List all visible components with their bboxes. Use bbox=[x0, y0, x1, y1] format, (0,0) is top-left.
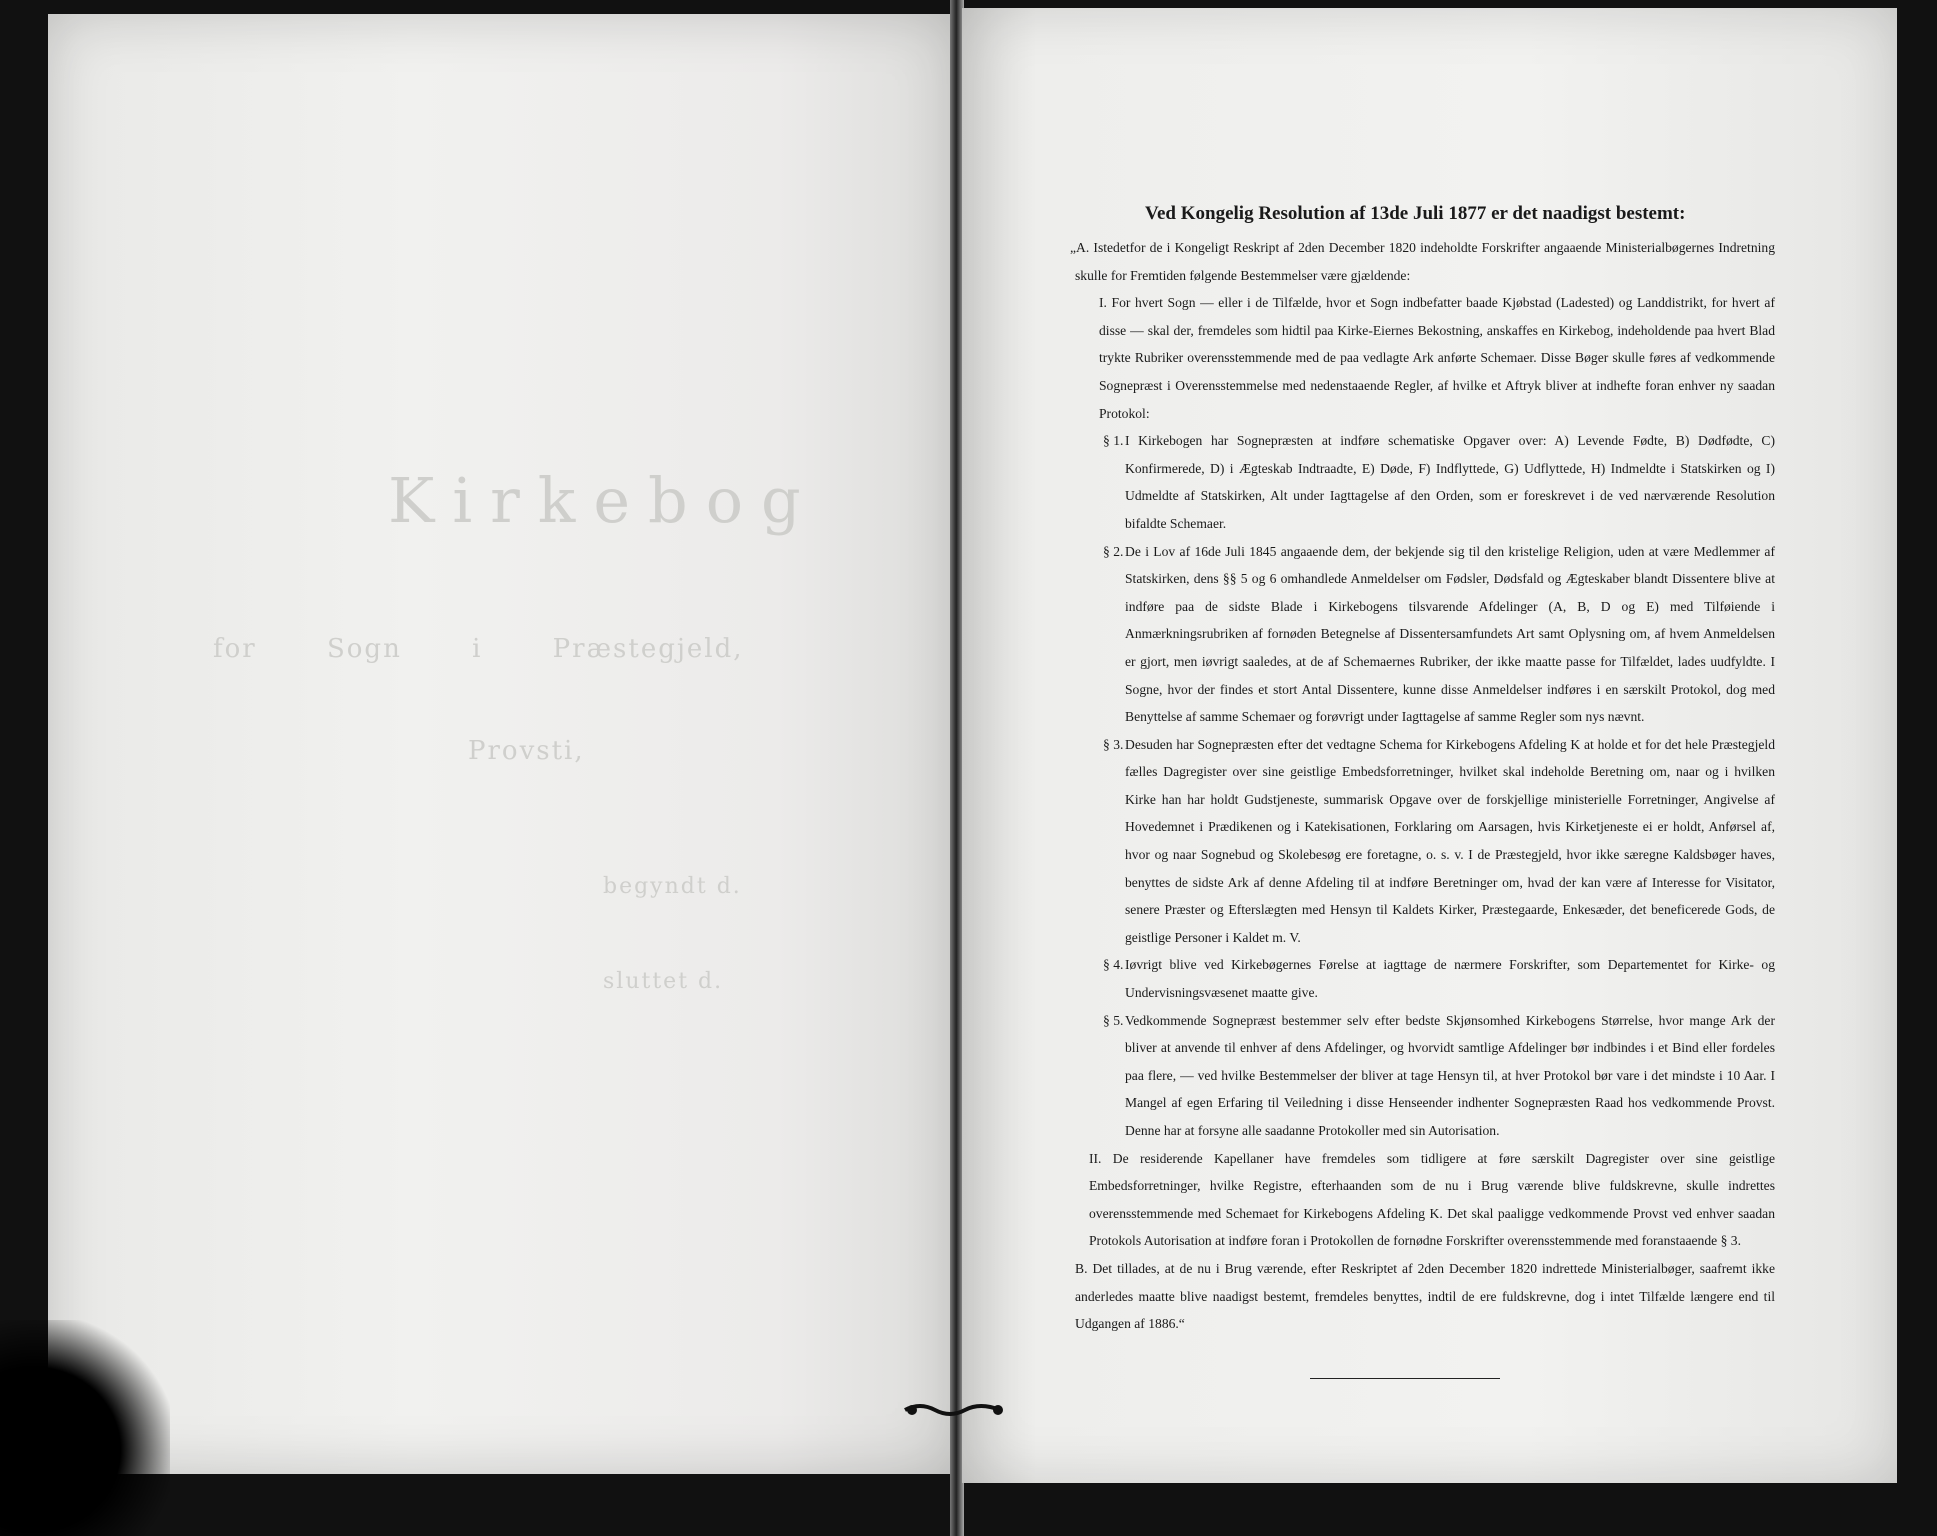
left-page bbox=[48, 14, 958, 1474]
closing-rule bbox=[1310, 1378, 1500, 1379]
section-4-number: § 4. bbox=[1103, 957, 1124, 973]
section-5-text: Vedkommende Sognepræst bestemmer selv efter bedste Skjønsomhed Kirkebogens Størrelse, hvor mange Ark der bliver at anvende til enhver af dens Afdelinger, og hvorvidt samtlige Afdelinger bør indbindes i et Bind eller fordeles paa flere, — ved hvilke Bestemmelser der bliver at tage Hensyn til, at hver Protokol bør vare i det mindste i 10 Aar. I Mangel af egen Erfaring til Veiledning i disse Henseender indhenter Sognepræsten Raad hos vedkommende Provst. Denne har at forsyne alle saadanne Protokoller med sin Autorisation. bbox=[1125, 1012, 1775, 1138]
section-4-text: Iøvrigt blive ved Kirkebøgernes Førelse at iagttage de nærmere Forskrifter, som Departementet for Kirke- og Undervisningsvæsenet maatte give. bbox=[1125, 957, 1775, 1001]
section-1-number: § 1. bbox=[1103, 433, 1124, 449]
corner-shadow bbox=[0, 1320, 170, 1536]
left-page-deanery-line: Provsti, bbox=[468, 736, 585, 766]
section-5-number: § 5. bbox=[1103, 1012, 1124, 1028]
left-page-title: Kirkebog bbox=[388, 464, 819, 537]
section-3-text: Desuden har Sognepræsten efter det vedtagne Schema for Kirkebogens Afdeling K at holde et for det hele Præstegjeld fælles Dagregister over sine geistlige Embedsforretninger, hvilket skal indeholde Beretning om, naar og i hvilken Kirke han har holdt Gudstjeneste, summarisk Opgave over de forskjellige ministerielle Forretninger, Angivelse af Hovedemnet i Prædikenen og i Katekisationen, Forklaring om Aarsagen, hvis Kirketjeneste ei er holdt, Anførsel af, hvor og naar Sognebud og Skolebesøg ere foretagne, o. s. v. I de Præstegjeld, hvor ikke særegne Kaldsbøger haves, benyttes de sidste Ark af denne Afdeling til at indføre Beretninger om, hvad der kan være af Interesse for Visitator, senere Præster og Efterslægten med Hensyn til Kaldets Kirker, Præstegaarde, Enkesæder, det beneficerede Gods, de geistlige Personer i Kaldet m. V. bbox=[1125, 736, 1775, 945]
paragraph-a: „A. Istedetfor de i Kongeligt Reskript af 2den December 1820 indeholdte Forskrifter angaaende Ministerialbøgernes Indretning skulle for Fremtiden følgende Bestemmelser være gjældende: bbox=[1070, 240, 1775, 283]
left-page-ended-line: sluttet d. bbox=[603, 969, 724, 994]
binding-thread bbox=[900, 1400, 1010, 1420]
left-page-begun-line: begyndt d. bbox=[603, 874, 742, 899]
section-4 bbox=[1103, 951, 1775, 1006]
section-2-number: § 2. bbox=[1103, 543, 1124, 559]
paragraph-i: I. For hvert Sogn — eller i de Tilfælde, hvor et Sogn indbefatter baade Kjøbstad (Ladested) og Landdistrikt, for hvert af disse — skal der, fremdeles som hidtil paa Kirke-Eiernes Bekostning, anskaffes en Kirkebog, indeholdende paa hvert Blad trykte Rubriker overensstemmende med de paa vedlagte Ark anførte Schemaer. Disse Bøger skulle føres af vedkommende Sognepræst i Overensstemmelse med nedenstaaende Regler, af hvilke et Aftryk bliver at indhefte foran enhver ny saadan Protokol: bbox=[1099, 295, 1775, 421]
paragraph-b: B. Det tillades, at de nu i Brug værende, efter Reskriptet af 2den December 1820 indrettede Ministerialbøger, saafremt ikke anderledes maatte blive naadigst bestemt, fremdeles benyttes, indtil de ere fuldskrevne, dog i intet Tilfælde længere end til Udgangen af 1886.“ bbox=[1075, 1260, 1775, 1332]
paragraph-ii: II. De residerende Kapellaner have fremdeles som tidligere at føre særskilt Dagregister over sine geistlige Embedsforretninger, hvilke Registre, efterhaanden som de nu i Brug værende blive fuldskrevne, skulle indrettes overensstemmende med Schemaet for Kirkebogens Afdeling K. Det skal paaligge vedkommende Provst ved enhver saadan Protokols Autorisation at indføre foran i Protokollen de fornødne Forskrifter overensstemmende med foranstaaende § 3. bbox=[1089, 1150, 1775, 1249]
section-1 bbox=[1103, 427, 1775, 537]
left-page-parish-line: for Sogn i Præstegjeld, bbox=[213, 634, 744, 664]
section-1-text: I Kirkebogen har Sognepræsten at indføre schematiske Opgaver over: A) Levende Fødte, B) Dødfødte, C) Konfirmerede, D) i Ægteskab Indtraadte, E) Døde, F) Indflyttede, G) Udflyttede, H) Indmeldte i Statskirken og I) Udmeldte af Statskirken, Alt under Iagttagelse af den Orden, som er foreskrevet i de ved nærværende Resolution bifaldte Schemaer. bbox=[1125, 433, 1775, 531]
section-2 bbox=[1103, 538, 1775, 731]
section-3 bbox=[1103, 731, 1775, 952]
section-2-text: De i Lov af 16de Juli 1845 angaaende dem, der bekjende sig til den kristelige Religion, uden at være Medlemmer af Statskirken, dens §§ 5 og 6 omhandlede Anmeldelser om Fødsler, Dødsfald og Ægteskaber blandt Dissentere blive at indføre paa de sidste Blade i Kirkebogens tilsvarende Afdelinger (A, B, D og E) med Tilføiende i Anmærkningsrubriken af fornøden Betegnelse af Dissentersamfundets Art samt Oplysning om, af hvem Anmeldelsen er gjort, men iøvrigt saaledes, at de af Schemaernes Rubriker, der ikke maatte passe for Tilfældet, lades uudfyldte. I Sogne, hvor der findes et stort Antal Dissentere, kunne disse Anmeldelser indføres i en særskilt Protokol, dog med Benyttelse af samme Schemaer og forøvrigt under Iagttagelse af samme Regler som nys nævnt. bbox=[1125, 543, 1775, 725]
section-3-number: § 3. bbox=[1103, 736, 1124, 752]
section-5 bbox=[1103, 1007, 1775, 1145]
resolution-text bbox=[1070, 200, 1775, 1338]
resolution-heading: Ved Kongelig Resolution af 13de Juli 1877 er det naadigst bestemt: bbox=[1145, 203, 1686, 224]
